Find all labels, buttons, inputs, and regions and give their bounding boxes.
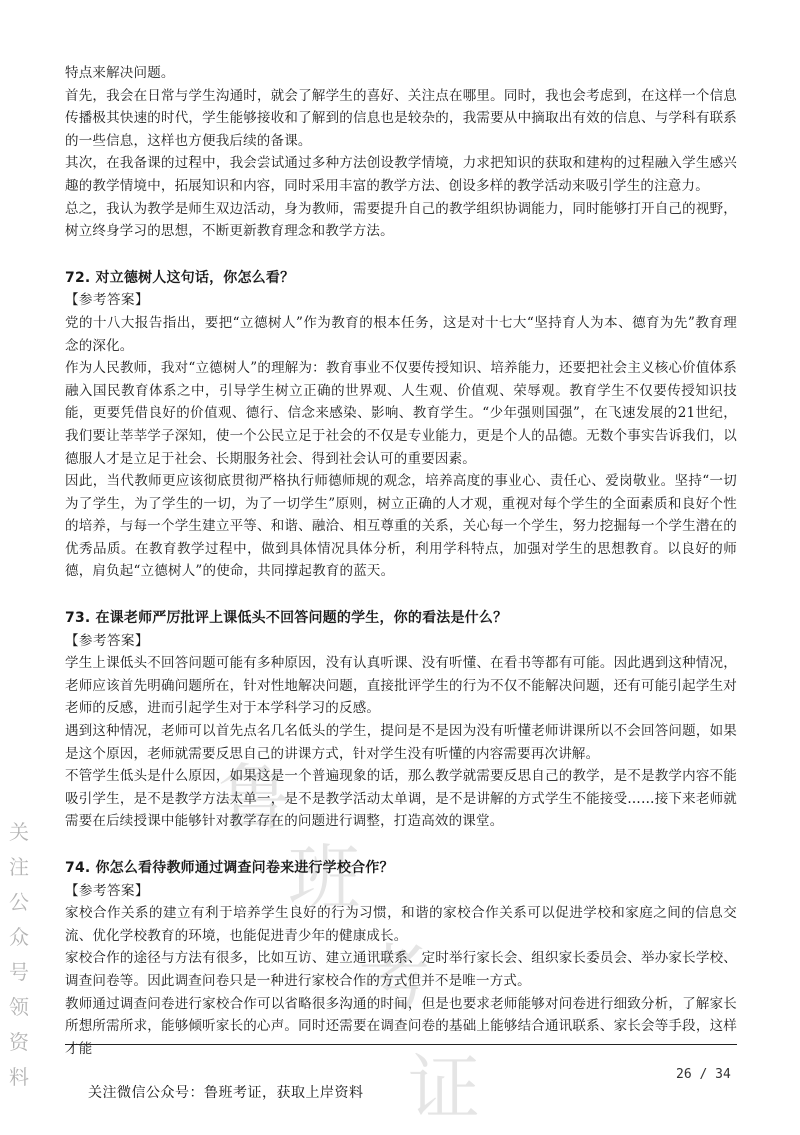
watermark-char: 班 bbox=[288, 836, 361, 920]
watermark-char: 领 bbox=[9, 995, 29, 1019]
watermark-char: 资 bbox=[9, 1030, 29, 1054]
paragraph: 家校合作的途径与方法有很多，比如互访、建立通讯联系、定时举行家长会、组织家长委员会、举办家长学校、调查问卷等。因此调查问卷只是一种进行家校合作的方式但并不是唯一方式。 bbox=[65, 950, 737, 989]
paragraph: 党的十八大报告指出，要把“立德树人”作为教育的根本任务，这是对十七大“坚持育人为本、德育为先”教育理念的深化。 bbox=[65, 314, 737, 354]
paragraph: 特点来解决问题。 bbox=[65, 65, 175, 81]
paragraph: 家校合作关系的建立有利于培养学生良好的行为习惯，和谐的家校合作关系可以促进学校和家庭之间的信息交流、优化学校教育的环境，也能促进青少年的健康成长。 bbox=[65, 905, 737, 944]
question-title: 73. 在课老师严厉批评上课低头不回答问题的学生，你的看法是什么？ bbox=[65, 610, 508, 627]
question-title: 74. 你怎么看待教师通过调查问卷来进行学校合作？ bbox=[65, 860, 394, 876]
page-number: 26 / 34 bbox=[676, 1067, 731, 1082]
footer-divider bbox=[65, 1044, 737, 1045]
paragraph: 其次，在我备课的过程中，我会尝试通过多种方法创设教学情境，力求把知识的获取和建构的过程融入学生感兴趣的教学情境中，拓展知识和内容，同时采用丰富的教学方法、创设多样的教学活动来吸引学生的注意力。 bbox=[65, 155, 737, 194]
question-73 bbox=[65, 607, 737, 833]
watermark-vertical-text bbox=[6, 815, 32, 1095]
paragraph: 学生上课低头不回答问题可能有多种原因，没有认真听课、没有听懂、在看书等都有可能。因此遇到这种情况，老师应该首先明确问题所在，针对性地解决问题，直接批评学生的行为不仅不能解决问题，还有可能引起学生对老师的反感，进而引起学生对于本学科学习的反感。 bbox=[65, 655, 737, 717]
paragraph: 作为人民教师，我对“立德树人”的理解为：教育事业不仅要传授知识、培养能力，还要把社会主义核心价值体系融入国民教育体系之中，引导学生树立正确的世界观、人生观、价值观、荣辱观。教育学生不仅要传授知识技能，更要凭借良好的价值观、德行、信念来感染、影响、教育学生。“少年强则国强”，在飞速发展的21世纪，我们要让莘莘学子深知，使一个公民立足于社会的不仅是专业能力，更是个人的品德。无数个事实告诉我们，以德服人才是立足于社会、长期服务社会、得到社会认可的重要因素。 bbox=[65, 360, 737, 467]
reference-answer-label: 【参考答案】 bbox=[65, 292, 149, 309]
paragraph: 教师通过调查问卷进行家校合作可以省略很多沟通的时间，但是也要求老师能够对问卷进行细致分析，了解家长所想所需所求，能够倾听家长的心声。同时还需要在调查问卷的基础上能够结合通讯联系、家长会等手段，这样才能 bbox=[65, 995, 737, 1057]
question-title: 72. 对立德树人这句话，你怎么看？ bbox=[65, 269, 295, 286]
reference-answer-label: 【参考答案】 bbox=[65, 882, 149, 899]
paragraph: 总之，我认为教学是师生双边活动，身为教师，需要提升自己的教学组织协调能力，同时能够打开自己的视野，树立终身学习的思想，不断更新教育理念和教学方法。 bbox=[65, 200, 737, 240]
watermark-char: 鲁 bbox=[218, 756, 291, 840]
question-74 bbox=[65, 857, 737, 1060]
paragraph: 遇到这种情况，老师可以首先点名几名低头的学生，提问是不是因为没有听懂老师讲课所以不会回答问题，如果是这个原因，老师就需要反思自己的讲课方式，针对学生没有听懂的内容需要再次讲解。 bbox=[65, 723, 737, 762]
paragraph: 因此，当代教师更应该彻底贯彻严格执行师德师规的观念，培养高度的事业心、责任心、爱岗敬业。坚持“一切为了学生，为了学生的一切，为了一切学生”原则，树立正确的人才观，重视对每个学生的全面素质和良好个性的培养，与每一个学生建立平等、和谐、融洽、相互尊重的关系，关心每一个学生，努力挖掘每一个学生潜在的优秀品质。在教育教学过程中，做到具体情况具体分析，利用学科特点，加强对学生的思想教育。以良好的师德，肩负起“立德树人”的使命，共同撑起教育的蓝天。 bbox=[65, 473, 737, 580]
watermark-char: 注 bbox=[9, 855, 29, 879]
question-72 bbox=[65, 267, 737, 583]
footer-promo-text: 关注微信公众号：鲁班考证，获取上岸资料 bbox=[88, 1085, 364, 1101]
paragraph: 首先，我会在日常与学生沟通时，就会了解学生的喜好、关注点在哪里。同时，我也会考虑到，在这样一个信息传播极其快速的时代，学生能够接收和了解到的信息也是较杂的，我需要从中摘取出有效的信息、与学科有联系的一些信息，这样也方便我后续的备课。 bbox=[65, 87, 737, 149]
watermark-char: 公 bbox=[9, 890, 29, 914]
page-content bbox=[65, 62, 737, 1060]
paragraph: 不管学生低头是什么原因，如果这是一个普遍现象的话，那么教学就需要反思自己的教学，是不是教学内容不能吸引学生，是不是教学方法太单一，是不是教学活动太单调，是不是讲解的方式学生不能接受……接下来老师就需要在后续授课中能够针对教学存在的问题进行调整，打造高效的课堂。 bbox=[65, 768, 737, 830]
watermark-char: 众 bbox=[9, 925, 29, 949]
intro-section bbox=[65, 62, 737, 243]
watermark-char: 证 bbox=[408, 1046, 481, 1130]
watermark-char: 关 bbox=[9, 820, 29, 844]
watermark-char: 料 bbox=[9, 1065, 29, 1089]
watermark-char: 号 bbox=[9, 960, 29, 984]
reference-answer-label: 【参考答案】 bbox=[65, 632, 149, 649]
watermark-char: 考 bbox=[358, 936, 431, 1020]
